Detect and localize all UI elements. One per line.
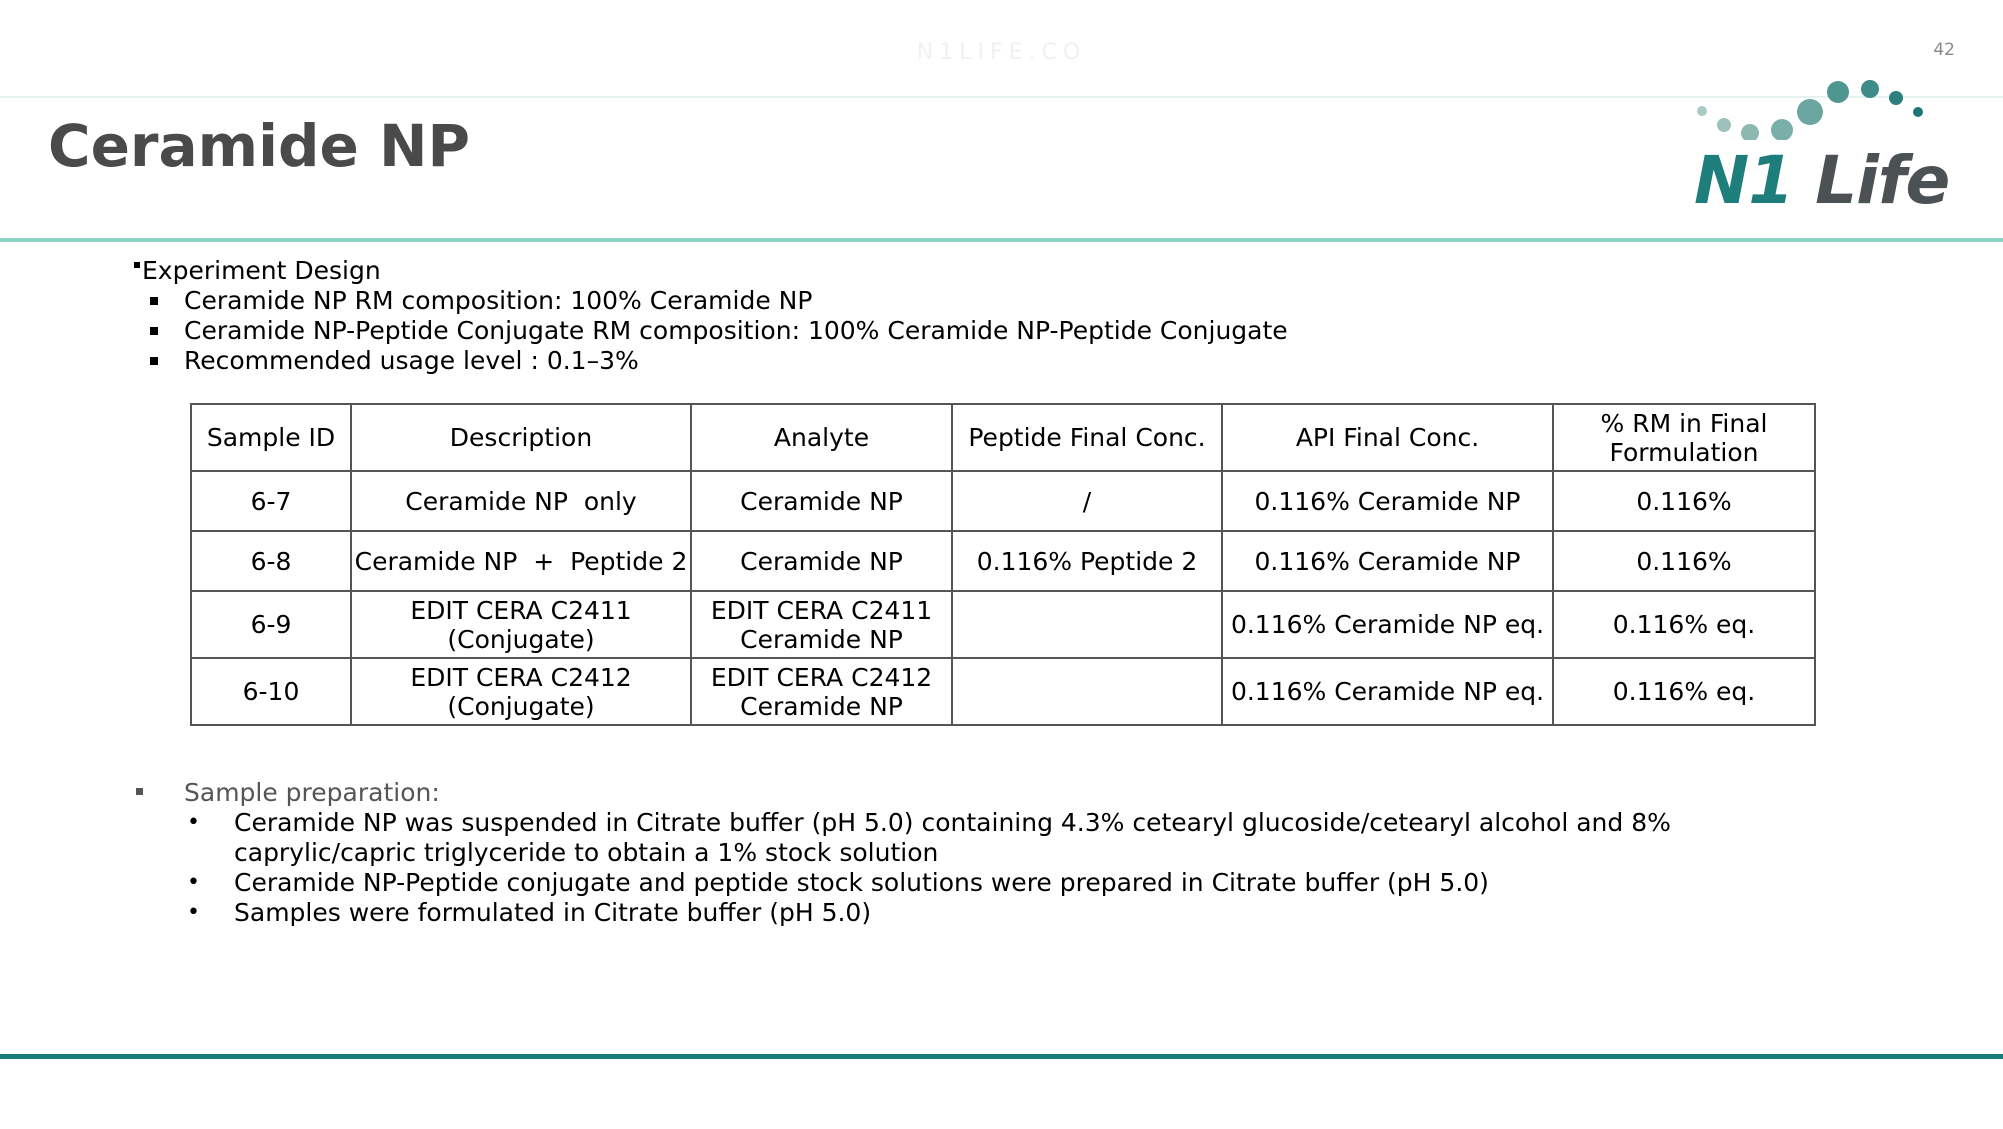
header-api-conc: API Final Conc. [1222, 404, 1553, 471]
bullet-dot-icon: • [187, 810, 200, 835]
cell-analyte: Ceramide NP [691, 471, 952, 531]
table-row [191, 531, 1815, 591]
cell-api-conc: 0.116% Ceramide NP [1222, 471, 1553, 531]
experiment-item: Recommended usage level : 0.1–3% [134, 346, 1288, 376]
bullet-dot-icon: • [187, 870, 200, 895]
cell-peptide-conc [952, 658, 1222, 725]
preparation-item: • Ceramide NP was suspended in Citrate buffer (pH 5.0) containing 4.3% cetearyl glucoside/cetearyl alcohol and 8% caprylic/capric triglyceride to obtain a 1% stock solution [187, 808, 1671, 867]
experiment-heading: Experiment Design [134, 256, 1288, 286]
cell-description: EDIT CERA C2411 (Conjugate) [351, 591, 691, 658]
logo-life: Life [1815, 142, 1950, 219]
n1-life-logo [1690, 70, 1950, 220]
cell-analyte: EDIT CERA C2411 Ceramide NP [691, 591, 952, 658]
table-row [191, 658, 1815, 725]
table-row [191, 591, 1815, 658]
square-bullet-icon [150, 327, 158, 335]
page-title: Ceramide NP [48, 112, 471, 180]
square-bullet-icon [150, 297, 158, 305]
preparation-item: • Ceramide NP-Peptide conjugate and peptide stock solutions were prepared in Citrate buffer (pH 5.0) [187, 868, 1489, 897]
cell-analyte: Ceramide NP [691, 531, 952, 591]
cell-peptide-conc: 0.116% Peptide 2 [952, 531, 1222, 591]
cell-rm: 0.116% [1553, 531, 1815, 591]
header-description: Description [351, 404, 691, 471]
cell-rm: 0.116% eq. [1553, 658, 1815, 725]
cell-api-conc: 0.116% Ceramide NP eq. [1222, 658, 1553, 725]
header-rm-formulation: % RM in Final Formulation [1553, 404, 1815, 471]
header-peptide-conc: Peptide Final Conc. [952, 404, 1222, 471]
bullet-dot-icon: • [187, 900, 200, 925]
cell-peptide-conc: / [952, 471, 1222, 531]
watermark: N1LIFE.CO [916, 40, 1087, 65]
experiment-design [134, 256, 1288, 376]
cell-description: EDIT CERA C2412 (Conjugate) [351, 658, 691, 725]
cell-sample-id: 6-7 [191, 471, 351, 531]
cell-api-conc: 0.116% Ceramide NP [1222, 531, 1553, 591]
square-bullet-icon [136, 788, 143, 795]
table-header-row [191, 404, 1815, 471]
cell-sample-id: 6-8 [191, 531, 351, 591]
cell-analyte: EDIT CERA C2412 Ceramide NP [691, 658, 952, 725]
experiment-item: Ceramide NP RM composition: 100% Ceramide NP [134, 286, 1288, 316]
sample-table [190, 403, 1816, 726]
logo-dots-icon [1690, 70, 1930, 140]
sample-preparation [134, 778, 1834, 928]
cell-sample-id: 6-10 [191, 658, 351, 725]
experiment-item: Ceramide NP-Peptide Conjugate RM composition: 100% Ceramide NP-Peptide Conjugate [134, 316, 1288, 346]
preparation-heading: Sample preparation: [134, 778, 1834, 808]
square-bullet-icon [134, 262, 140, 268]
cell-description: Ceramide NP only [351, 471, 691, 531]
header-sample-id: Sample ID [191, 404, 351, 471]
logo-wordmark [1694, 142, 1949, 219]
square-bullet-icon [150, 357, 158, 365]
cell-sample-id: 6-9 [191, 591, 351, 658]
cell-description: Ceramide NP + Peptide 2 [351, 531, 691, 591]
preparation-item: • Samples were formulated in Citrate buffer (pH 5.0) [187, 898, 872, 927]
cell-rm: 0.116% eq. [1553, 591, 1815, 658]
cell-rm: 0.116% [1553, 471, 1815, 531]
title-underline [0, 238, 2003, 242]
footer-divider [0, 1054, 2003, 1059]
logo-n1: N1 [1694, 142, 1794, 219]
table-row [191, 471, 1815, 531]
cell-peptide-conc [952, 591, 1222, 658]
header-analyte: Analyte [691, 404, 952, 471]
cell-api-conc: 0.116% Ceramide NP eq. [1222, 591, 1553, 658]
page-number: 42 [1933, 40, 1955, 60]
